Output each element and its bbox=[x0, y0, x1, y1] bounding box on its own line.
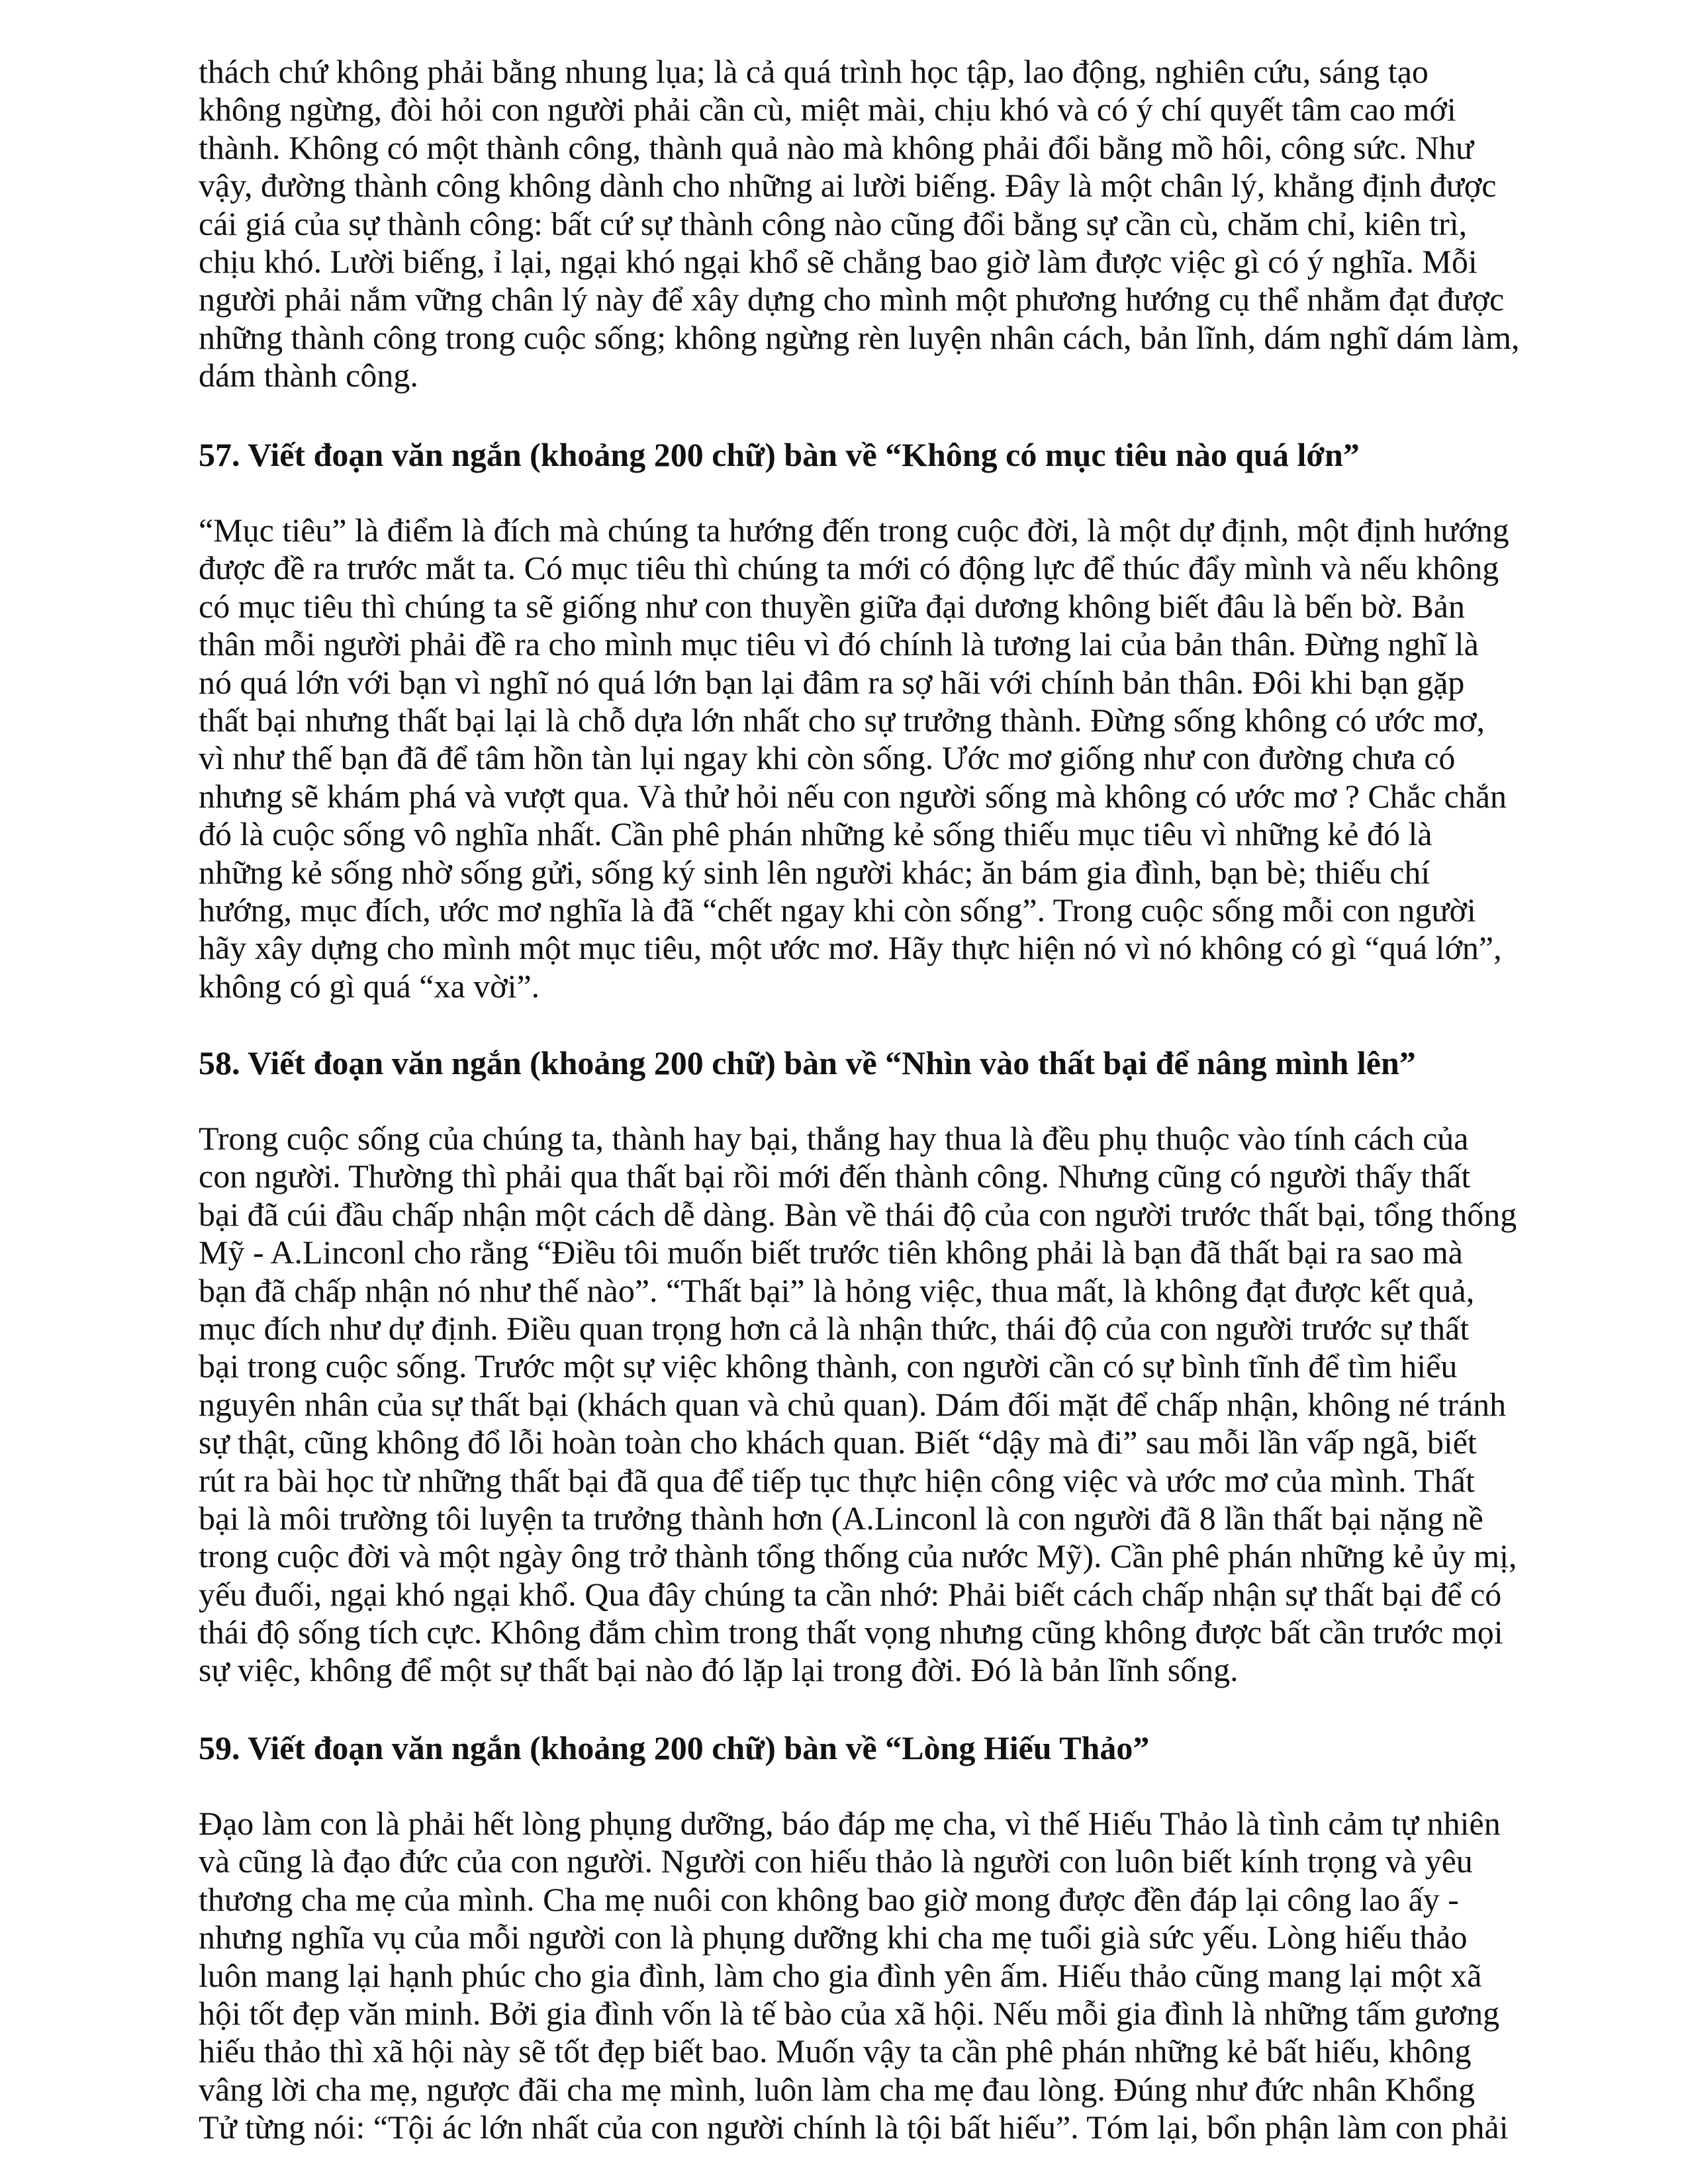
text-line: luôn mang lại hạnh phúc cho gia đình, làm cho gia đình yên ấm. Hiếu thảo cũng mang lại một xã bbox=[199, 1956, 1482, 1994]
text-line: rút ra bài học từ những thất bại đã qua để tiếp tục thực hiện công việc và ước mơ của mình. Thất bbox=[199, 1461, 1475, 1499]
text-line: thương cha mẹ của mình. Cha mẹ nuôi con không bao giờ mong được đền đáp lại công lao ấy - bbox=[199, 1880, 1459, 1918]
text-line: trong cuộc đời và một ngày ông trở thành tổng thống của nước Mỹ). Cần phê phán những kẻ ủy mị, bbox=[199, 1537, 1517, 1575]
text-line: thành. Không có một thành công, thành quả nào mà không phải đổi bằng mồ hôi, công sức. Như bbox=[199, 128, 1474, 166]
text-line: mục đích như dự định. Điều quan trọng hơn cả là nhận thức, thái độ của con người trước sự thất bbox=[199, 1309, 1470, 1347]
text-line: và cũng là đạo đức của con người. Người con hiếu thảo là người con luôn biết kính trọng và yêu bbox=[199, 1843, 1473, 1880]
text-line: hướng, mục đích, ước mơ nghĩa là đã “chết ngay khi còn sống”. Trong cuộc sống mỗi con người bbox=[199, 891, 1476, 929]
text-line: Trong cuộc sống của chúng ta, thành hay bại, thắng hay thua là đều phụ thuộc vào tính cách của bbox=[199, 1120, 1469, 1157]
text-line: vậy, đường thành công không dành cho những ai lười biếng. Đây là một chân lý, khẳng định được bbox=[199, 167, 1497, 205]
text-line: thân mỗi người phải đề ra cho mình mục tiêu vì đó chính là tương lai của bản thân. Đừng nghĩ là bbox=[199, 625, 1479, 663]
intro-paragraph bbox=[199, 53, 1520, 395]
text-line: cái giá của sự thành công: bất cứ sự thành công nào cũng đổi bằng sự cần cù, chăm chỉ, kiên trì, bbox=[199, 205, 1468, 242]
text-line: Mỹ - A.Linconl cho rằng “Điều tôi muốn biết trước tiên không phải là bạn đã thất bại ra sao mà bbox=[199, 1234, 1463, 1271]
section-59 bbox=[199, 1729, 1509, 2147]
text-line: Tử từng nói: “Tội ác lớn nhất của con người chính là tội bất hiếu”. Tóm lại, bổn phận làm con phải bbox=[199, 2109, 1509, 2146]
text-line: người phải nắm vững chân lý này để xây dựng cho mình một phương hướng cụ thể nhằm đạt được bbox=[199, 281, 1505, 318]
text-line: những thành công trong cuộc sống; không ngừng rèn luyện nhân cách, bản lĩnh, dám nghĩ dám làm, bbox=[199, 318, 1520, 356]
text-line: sự thật, cũng không đổ lỗi hoàn toàn cho khách quan. Biết “dậy mà đi” sau mỗi lần vấp ngã, biết bbox=[199, 1424, 1477, 1461]
text-line: nguyên nhân của sự thất bại (khách quan và chủ quan). Dám đối mặt để chấp nhận, không né tránh bbox=[199, 1385, 1507, 1423]
text-line: thái độ sống tích cực. Không đắm chìm trong thất vọng nhưng cũng không được bất cần trước mọi bbox=[199, 1614, 1503, 1651]
text-line: không có gì quá “xa vời”. bbox=[199, 967, 540, 1005]
text-line: bạn đã chấp nhận nó như thế nào”. “Thất bại” là hỏng việc, thua mất, là không đạt được kết quả, bbox=[199, 1271, 1475, 1309]
text-line: bại là môi trường tôi luyện ta trưởng thành hơn (A.Linconl là con người đã 8 lần thất bại nặng nề bbox=[199, 1499, 1483, 1537]
text-line: nó quá lớn với bạn vì nghĩ nó quá lớn bạn lại đâm ra sợ hãi với chính bản thân. Đôi khi bạn gặp bbox=[199, 663, 1465, 701]
text-line: được đề ra trước mắt ta. Có mục tiêu thì chúng ta mới có động lực để thúc đẩy mình và nếu không bbox=[199, 549, 1499, 587]
text-line: yếu đuối, ngại khó ngại khổ. Qua đây chúng ta cần nhớ: Phải biết cách chấp nhận sự thất bại để có bbox=[199, 1575, 1502, 1613]
text-line: thất bại nhưng thất bại lại là chỗ dựa lớn nhất cho sự trưởng thành. Đừng sống không có ước mơ, bbox=[199, 701, 1485, 739]
section-heading: 57. Viết đoạn văn ngắn (khoảng 200 chữ) bàn về “Không có mục tiêu nào quá lớn” bbox=[199, 436, 1360, 473]
text-line: bại trong cuộc sống. Trước một sự việc không thành, con người cần có sự bình tĩnh để tìm hiểu bbox=[199, 1347, 1458, 1385]
text-line: đó là cuộc sống vô nghĩa nhất. Cần phê phán những kẻ sống thiếu mục tiêu vì những kẻ đó là bbox=[199, 815, 1432, 853]
text-line: hội tốt đẹp văn minh. Bởi gia đình vốn là tế bào của xã hội. Nếu mỗi gia đình là những tấm gương bbox=[199, 1994, 1500, 2032]
text-line: Đạo làm con là phải hết lòng phụng dưỡng, báo đáp mẹ cha, vì thế Hiếu Thảo là tình cảm tự nhiên bbox=[199, 1805, 1501, 1842]
text-line: hiếu thảo thì xã hội này sẽ tốt đẹp biết bao. Muốn vậy ta cần phê phán những kẻ bất hiếu, không bbox=[199, 2032, 1472, 2070]
section-57 bbox=[199, 435, 1509, 1005]
text-line: nhưng nghĩa vụ của mỗi người con là phụng dưỡng khi cha mẹ tuổi già sức yếu. Lòng hiếu thảo bbox=[199, 1919, 1468, 1956]
text-line: chịu khó. Lười biếng, ỉ lại, ngại khó ngại khổ sẽ chẳng bao giờ làm được việc gì có ý nghĩa. Mỗi bbox=[199, 242, 1477, 280]
text-line: sự việc, không để một sự thất bại nào đó lặp lại trong đời. Đó là bản lĩnh sống. bbox=[199, 1651, 1239, 1689]
text-line: vì như thế bạn đã để tâm hồn tàn lụi ngay khi còn sống. Ước mơ giống như con đường chưa có bbox=[199, 739, 1456, 777]
section-58 bbox=[199, 1044, 1517, 1690]
section-heading: 59. Viết đoạn văn ngắn (khoảng 200 chữ) bàn về “Lòng Hiếu Thảo” bbox=[199, 1729, 1150, 1766]
text-line: vâng lời cha mẹ, ngược đãi cha mẹ mình, luôn làm cha mẹ đau lòng. Đúng như đức nhân Khổng bbox=[199, 2070, 1476, 2108]
text-line: hãy xây dựng cho mình một mục tiêu, một ước mơ. Hãy thực hiện nó vì nó không có gì “quá lớn”, bbox=[199, 929, 1502, 967]
text-line: bại đã cúi đầu chấp nhận một cách dễ dàng. Bàn về thái độ của con người trước thất bại, tổng thống bbox=[199, 1195, 1517, 1233]
text-line: “Mục tiêu” là điểm là đích mà chúng ta hướng đến trong cuộc đời, là một dự định, một định hướng bbox=[199, 512, 1509, 549]
text-line: thách chứ không phải bằng nhung lụa; là cả quá trình học tập, lao động, nghiên cứu, sáng tạo bbox=[199, 53, 1429, 90]
section-heading: 58. Viết đoạn văn ngắn (khoảng 200 chữ) bàn về “Nhìn vào thất bại để nâng mình lên” bbox=[199, 1044, 1416, 1081]
text-line: con người. Thường thì phải qua thất bại rồi mới đến thành công. Nhưng cũng có người thấy thất bbox=[199, 1158, 1471, 1195]
text-line: những kẻ sống nhờ sống gửi, sống ký sinh lên người khác; ăn bám gia đình, bạn bè; thiếu chí bbox=[199, 853, 1430, 891]
text-line: không ngừng, đòi hỏi con người phải cần cù, miệt mài, chịu khó và có ý chí quyết tâm cao mới bbox=[199, 91, 1456, 128]
text-line: có mục tiêu thì chúng ta sẽ giống như con thuyền giữa đại dương không biết đâu là bến bờ. Bản bbox=[199, 587, 1465, 625]
text-line: dám thành công. bbox=[199, 357, 418, 394]
text-line: nhưng sẽ khám phá và vượt qua. Và thử hỏi nếu con người sống mà không có ước mơ ? Chắc chắn bbox=[199, 777, 1507, 815]
